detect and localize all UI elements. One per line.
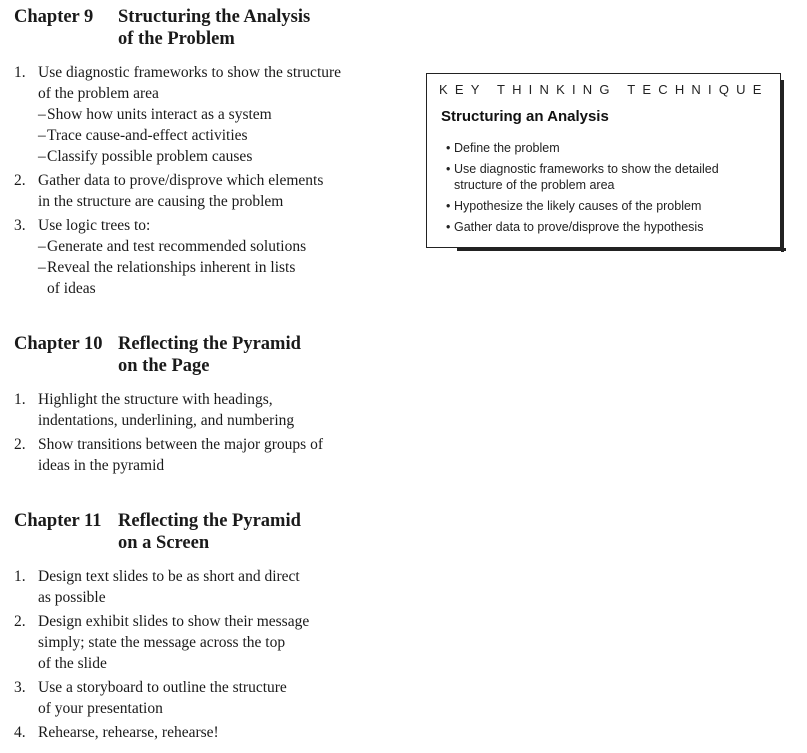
list-item xyxy=(14,611,309,674)
list-item xyxy=(446,219,776,235)
box-item-text: Define the problem xyxy=(454,141,560,155)
sub-item xyxy=(38,104,341,125)
chapter-number: Chapter 10 xyxy=(14,334,103,354)
item-number: 3. xyxy=(14,217,26,234)
sub-item-text: Show how units interact as a system xyxy=(47,106,272,123)
sub-item xyxy=(38,125,341,146)
box-label: KEY THINKING TECHNIQUE xyxy=(439,82,769,97)
list-item xyxy=(14,62,341,167)
item-text: Rehearse, rehearse, rehearse! xyxy=(38,724,219,741)
sub-list xyxy=(38,236,341,299)
item-text: Gather data to prove/disprove which elements in the structure are causing the problem xyxy=(38,172,324,210)
box-item-text: Hypothesize the likely causes of the problem xyxy=(454,199,702,213)
chapter-heading xyxy=(14,333,323,377)
list-item xyxy=(14,434,323,476)
item-text: Design text slides to be as short and direct as possible xyxy=(38,568,300,606)
list-item xyxy=(14,389,323,431)
chapter-heading xyxy=(14,6,341,50)
chapter-11-section xyxy=(14,510,309,746)
chapter-points xyxy=(14,566,309,743)
chapter-title: Reflecting the Pyramid on the Page xyxy=(118,334,301,376)
item-number: 2. xyxy=(14,172,26,189)
item-number: 2. xyxy=(14,613,26,630)
chapter-number: Chapter 11 xyxy=(14,511,102,531)
bullet-icon: • xyxy=(446,220,451,234)
chapter-points xyxy=(14,389,323,476)
list-item xyxy=(14,722,309,743)
sub-item-text: Classify possible problem causes xyxy=(47,148,253,165)
bullet-icon: • xyxy=(446,141,451,155)
item-text: Highlight the structure with headings, indentations, underlining, and numbering xyxy=(38,391,295,429)
sub-item-text: Generate and test recommended solutions xyxy=(47,238,307,255)
item-number: 1. xyxy=(14,568,26,585)
bullet-icon: • xyxy=(446,162,451,176)
dash-marker: – xyxy=(38,259,46,276)
list-item xyxy=(14,566,309,608)
box-list xyxy=(446,140,776,240)
box-title: Structuring an Analysis xyxy=(441,108,609,125)
item-text: Use a storyboard to outline the structure of your presentation xyxy=(38,679,287,717)
sub-list xyxy=(38,104,341,167)
item-text: Show transitions between the major groups of ideas in the pyramid xyxy=(38,436,323,474)
chapter-title: Reflecting the Pyramid on a Screen xyxy=(118,511,301,553)
item-number: 1. xyxy=(14,391,26,408)
item-text: Use logic trees to: xyxy=(38,217,151,234)
item-number: 2. xyxy=(14,436,26,453)
chapter-heading xyxy=(14,510,309,554)
dash-marker: – xyxy=(38,106,46,123)
sub-item-text: Trace cause-and-effect activities xyxy=(47,127,248,144)
item-text: Design exhibit slides to show their message simply; state the message across the top of the slide xyxy=(38,613,310,672)
sub-item xyxy=(38,257,341,299)
dash-marker: – xyxy=(38,238,46,255)
item-text: Use diagnostic frameworks to show the structure of the problem area xyxy=(38,64,342,102)
sub-item xyxy=(38,236,341,257)
list-item xyxy=(14,215,341,299)
list-item xyxy=(14,170,341,212)
sub-item xyxy=(38,146,341,167)
sub-item-text: Reveal the relationships inherent in lists of ideas xyxy=(47,259,296,297)
item-number: 3. xyxy=(14,679,26,696)
chapter-number: Chapter 9 xyxy=(14,7,94,27)
dash-marker: – xyxy=(38,127,46,144)
item-number: 1. xyxy=(14,64,26,81)
bullet-icon: • xyxy=(446,199,451,213)
list-item xyxy=(446,161,776,193)
chapter-10-section xyxy=(14,333,323,479)
chapter-title: Structuring the Analysis of the Problem xyxy=(118,7,311,49)
list-item xyxy=(446,140,776,156)
box-item-text: Gather data to prove/disprove the hypothesis xyxy=(454,220,704,234)
chapter-points xyxy=(14,62,341,299)
key-thinking-technique-box xyxy=(426,73,781,248)
box-item-text: Use diagnostic frameworks to show the detailed structure of the problem area xyxy=(454,162,719,192)
dash-marker: – xyxy=(38,148,46,165)
list-item xyxy=(14,677,309,719)
item-number: 4. xyxy=(14,724,26,741)
list-item xyxy=(446,198,776,214)
chapter-9-section xyxy=(14,6,341,302)
